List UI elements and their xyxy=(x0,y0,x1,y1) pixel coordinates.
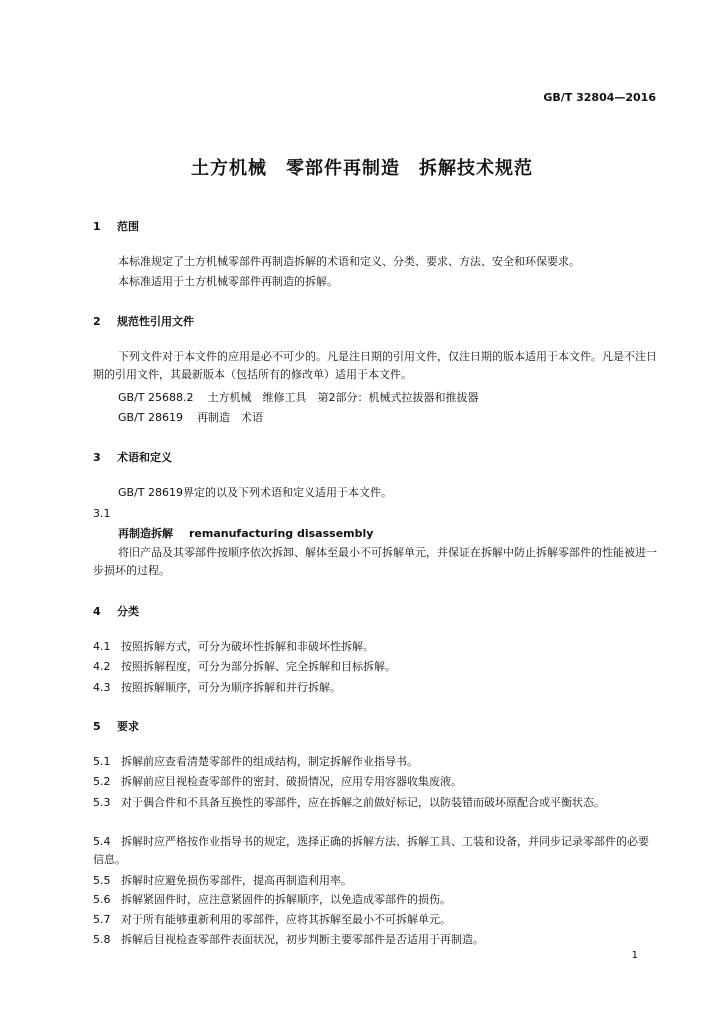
section-heading-normative-refs: 2 规范性引用文件 xyxy=(93,315,194,328)
ref-item: GB/T 28619 再制造 术语 xyxy=(118,411,263,424)
classification-item: 4.2 按照拆解程度，可分为部分拆解、完全拆解和目标拆解。 xyxy=(93,660,396,673)
page-number: 1 xyxy=(631,950,638,961)
document-title: 土方机械 零部件再制造 拆解技术规范 xyxy=(191,158,533,179)
requirement-item: 5.3 对于偶合件和不具备互换性的零部件，应在拆解之前做好标记，以防装错而破坏原配合或平衡状态。 xyxy=(93,796,605,809)
requirement-item: 5.2 拆解前应目视检查零部件的密封、破损情况，应用专用容器收集废液。 xyxy=(93,775,462,788)
scope-paragraph-2: 本标准适用于土方机械零部件再制造的拆解。 xyxy=(118,275,338,288)
section-heading-classification: 4 分类 xyxy=(93,605,139,618)
requirement-item: 5.6 拆解紧固件时，应注意紧固件的拆解顺序，以免造成零部件的损伤。 xyxy=(93,893,451,906)
section-heading-terms: 3 术语和定义 xyxy=(93,451,172,464)
requirement-item: 5.7 对于所有能够重新利用的零部件，应将其拆解至最小不可拆解单元。 xyxy=(93,913,451,926)
section-heading-requirements: 5 要求 xyxy=(93,720,139,733)
requirement-item: 5.4 拆解时应严格按作业指导书的规定，选择正确的拆解方法、拆解工具、工装和设备，并同步记录零部件的必要信息。 xyxy=(93,835,649,866)
refs-intro-paragraph: 下列文件对于本文件的应用是必不可少的。凡是注日期的引用文件，仅注日期的版本适用于本文件。凡是不注日期的引用文件，其最新版本（包括所有的修改单）适用于本文件。 xyxy=(93,350,657,381)
standard-code: GB/T 32804—2016 xyxy=(543,91,656,104)
requirement-item: 5.1 拆解前应查看清楚零部件的组成结构，制定拆解作业指导书。 xyxy=(93,755,418,768)
scope-paragraph-1: 本标准规定了土方机械零部件再制造拆解的术语和定义、分类、要求、方法、安全和环保要求。 xyxy=(118,255,580,268)
requirement-item: 5.5 拆解时应避免损伤零部件，提高再制造利用率。 xyxy=(93,874,352,887)
section-heading-scope: 1 范围 xyxy=(93,220,139,233)
classification-item: 4.3 按照拆解顺序，可分为顺序拆解和并行拆解。 xyxy=(93,681,341,694)
classification-item: 4.1 按照拆解方式，可分为破坏性拆解和非破坏性拆解。 xyxy=(93,640,374,653)
term-heading: 再制造拆解 remanufacturing disassembly xyxy=(118,527,374,540)
ref-item: GB/T 25688.2 土方机械 维修工具 第2部分：机械式拉拔器和推拔器 xyxy=(118,391,479,404)
terms-intro-paragraph: GB/T 28619界定的以及下列术语和定义适用于本文件。 xyxy=(118,486,392,499)
term-definition: 将旧产品及其零部件按顺序依次拆卸、解体至最小不可拆解单元，并保证在拆解中防止拆解零部件的性能被进一步损坏的过程。 xyxy=(93,546,657,577)
term-number: 3.1 xyxy=(93,507,111,520)
requirement-item: 5.8 拆解后目视检查零部件表面状况，初步判断主要零部件是否适用于再制造。 xyxy=(93,933,484,946)
